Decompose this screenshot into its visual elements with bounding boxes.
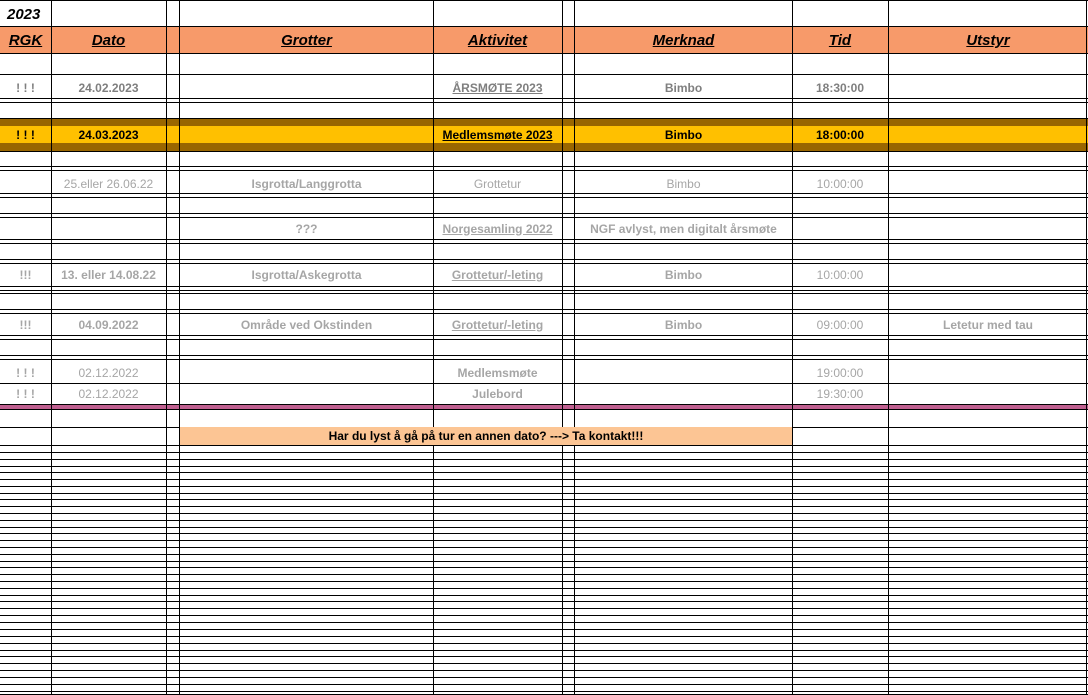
row-gridline <box>0 102 1088 103</box>
row-gridline <box>0 567 1088 568</box>
row-gridline <box>0 561 1088 562</box>
highlight-top-border <box>0 118 1088 126</box>
contact-banner[interactable]: Har du lyst å gå på tur en annen dato? ---> Ta kontakt!!! <box>180 427 792 445</box>
row-gridline <box>0 581 1088 582</box>
row-gridline <box>0 588 1088 589</box>
row-gridline <box>0 170 1088 171</box>
header-merknad[interactable]: Merknad <box>652 32 715 49</box>
row-gridline <box>0 656 1088 657</box>
event-rgk[interactable]: ! ! ! <box>16 387 35 401</box>
row-gridline <box>0 239 1088 240</box>
event-tid[interactable]: 18:00:00 <box>815 127 865 142</box>
header-rgk[interactable]: RGK <box>8 32 43 49</box>
event-tid[interactable]: 19:00:00 <box>816 366 864 380</box>
row-gridline <box>0 355 1088 356</box>
row-gridline <box>0 259 1088 260</box>
header-grotter[interactable]: Grotter <box>281 32 332 49</box>
year-cell[interactable]: 2023 <box>7 5 41 23</box>
event-dato[interactable]: 24.03.2023 <box>78 127 139 142</box>
event-aktivitet[interactable]: Julebord <box>472 387 523 401</box>
row-gridline <box>0 466 1088 467</box>
event-grotter[interactable]: Isgrotta/Langgrotta <box>251 176 362 191</box>
event-merknad[interactable]: Bimbo <box>664 80 703 95</box>
event-grotter[interactable]: ??? <box>295 221 318 236</box>
row-gridline <box>0 313 1088 314</box>
row-gridline <box>0 663 1088 664</box>
row-gridline <box>0 445 1088 446</box>
event-tid[interactable]: 10:00:00 <box>816 267 864 282</box>
row-gridline <box>0 339 1088 340</box>
row-gridline <box>0 486 1088 487</box>
row-gridline <box>0 527 1088 528</box>
row-gridline <box>0 479 1088 480</box>
row-gridline <box>0 359 1088 360</box>
header-utstyr[interactable]: Utstyr <box>966 32 1010 49</box>
event-aktivitet[interactable]: Grottetur <box>473 176 522 191</box>
event-rgk[interactable]: ! ! ! <box>16 366 35 380</box>
row-gridline <box>0 629 1088 630</box>
header-aktivitet[interactable]: Aktivitet <box>467 32 528 49</box>
event-merknad[interactable]: Bimbo <box>664 267 703 282</box>
row-gridline <box>0 0 1088 1</box>
row-gridline <box>0 98 1088 99</box>
row-gridline <box>0 74 1088 75</box>
column-gridline <box>792 0 793 695</box>
row-gridline <box>0 217 1088 218</box>
row-gridline <box>0 263 1088 264</box>
row-gridline <box>0 677 1088 678</box>
row-gridline <box>0 520 1088 521</box>
event-aktivitet-link[interactable]: Grottetur/-leting <box>451 317 544 332</box>
row-gridline <box>0 309 1088 310</box>
column-gridline <box>888 0 889 695</box>
event-tid[interactable]: 19:30:00 <box>816 387 864 401</box>
row-gridline <box>0 615 1088 616</box>
event-aktivitet-link[interactable]: Norgesamling 2022 <box>442 221 553 236</box>
event-tid[interactable]: 09:00:00 <box>816 317 864 332</box>
column-gridline <box>433 0 434 695</box>
event-dato[interactable]: 13. eller 14.08.22 <box>61 267 156 282</box>
event-dato[interactable]: 02.12.2022 <box>78 366 139 380</box>
row-gridline <box>0 554 1088 555</box>
row-gridline <box>0 691 1088 692</box>
row-gridline <box>0 608 1088 609</box>
column-gridline <box>179 0 180 695</box>
row-gridline <box>0 643 1088 644</box>
row-gridline <box>0 499 1088 500</box>
row-gridline <box>0 404 1088 405</box>
row-gridline <box>0 513 1088 514</box>
event-aktivitet-link[interactable]: Medlemsmøte 2023 <box>442 127 553 142</box>
event-merknad[interactable]: NGF avlyst, men digitalt årsmøte <box>590 221 777 236</box>
row-gridline <box>0 650 1088 651</box>
event-merknad[interactable]: Bimbo <box>664 127 703 142</box>
row-gridline <box>0 670 1088 671</box>
row-gridline <box>0 335 1088 336</box>
row-gridline <box>0 151 1088 152</box>
row-gridline <box>0 197 1088 198</box>
row-gridline <box>0 506 1088 507</box>
row-gridline <box>0 166 1088 167</box>
row-gridline <box>0 383 1088 384</box>
row-gridline <box>0 193 1088 194</box>
event-aktivitet-link[interactable]: ÅRSMØTE 2023 <box>452 80 543 95</box>
row-gridline <box>0 452 1088 453</box>
header-tid[interactable]: Tid <box>828 32 852 49</box>
row-gridline <box>0 574 1088 575</box>
column-gridline <box>562 0 563 695</box>
event-rgk[interactable]: ! ! ! <box>16 127 35 142</box>
event-tid[interactable]: 18:30:00 <box>815 80 865 95</box>
event-tid[interactable]: 10:00:00 <box>816 176 864 191</box>
row-gridline <box>0 213 1088 214</box>
event-dato[interactable]: 24.02.2023 <box>78 80 139 95</box>
row-gridline <box>0 290 1088 291</box>
row-gridline <box>0 493 1088 494</box>
row-gridline <box>0 293 1088 294</box>
event-aktivitet-link[interactable]: Grottetur/-leting <box>451 267 544 282</box>
row-gridline <box>0 601 1088 602</box>
row-gridline <box>0 684 1088 685</box>
row-gridline <box>0 547 1088 548</box>
row-gridline <box>0 533 1088 534</box>
row-gridline <box>0 409 1088 410</box>
row-gridline <box>0 243 1088 244</box>
event-merknad[interactable]: Bimbo <box>666 176 701 191</box>
header-dato[interactable]: Dato <box>91 32 126 49</box>
event-merknad[interactable]: Bimbo <box>664 317 703 332</box>
event-aktivitet[interactable]: Medlemsmøte <box>457 366 538 380</box>
row-gridline <box>0 622 1088 623</box>
event-dato[interactable]: 04.09.2022 <box>78 317 139 332</box>
row-gridline <box>0 459 1088 460</box>
event-dato[interactable]: 25.eller 26.06.22 <box>63 176 154 191</box>
row-gridline <box>0 472 1088 473</box>
row-gridline <box>0 540 1088 541</box>
column-gridline <box>51 0 52 695</box>
column-gridline <box>166 0 167 695</box>
event-rgk[interactable]: !!! <box>19 317 32 332</box>
event-rgk[interactable]: ! ! ! <box>16 80 35 95</box>
row-gridline <box>0 636 1088 637</box>
event-grotter[interactable]: Isgrotta/Askegrotta <box>251 267 362 282</box>
event-dato[interactable]: 02.12.2022 <box>78 387 139 401</box>
row-gridline <box>0 286 1088 287</box>
event-grotter[interactable]: Område ved Okstinden <box>240 317 373 332</box>
column-gridline <box>1086 0 1087 695</box>
row-gridline <box>0 118 1088 119</box>
highlight-bottom-border <box>0 143 1088 151</box>
event-utstyr[interactable]: Letetur med tau <box>942 317 1033 332</box>
event-rgk[interactable]: !!! <box>19 267 32 282</box>
column-gridline <box>574 0 575 695</box>
row-gridline <box>0 595 1088 596</box>
